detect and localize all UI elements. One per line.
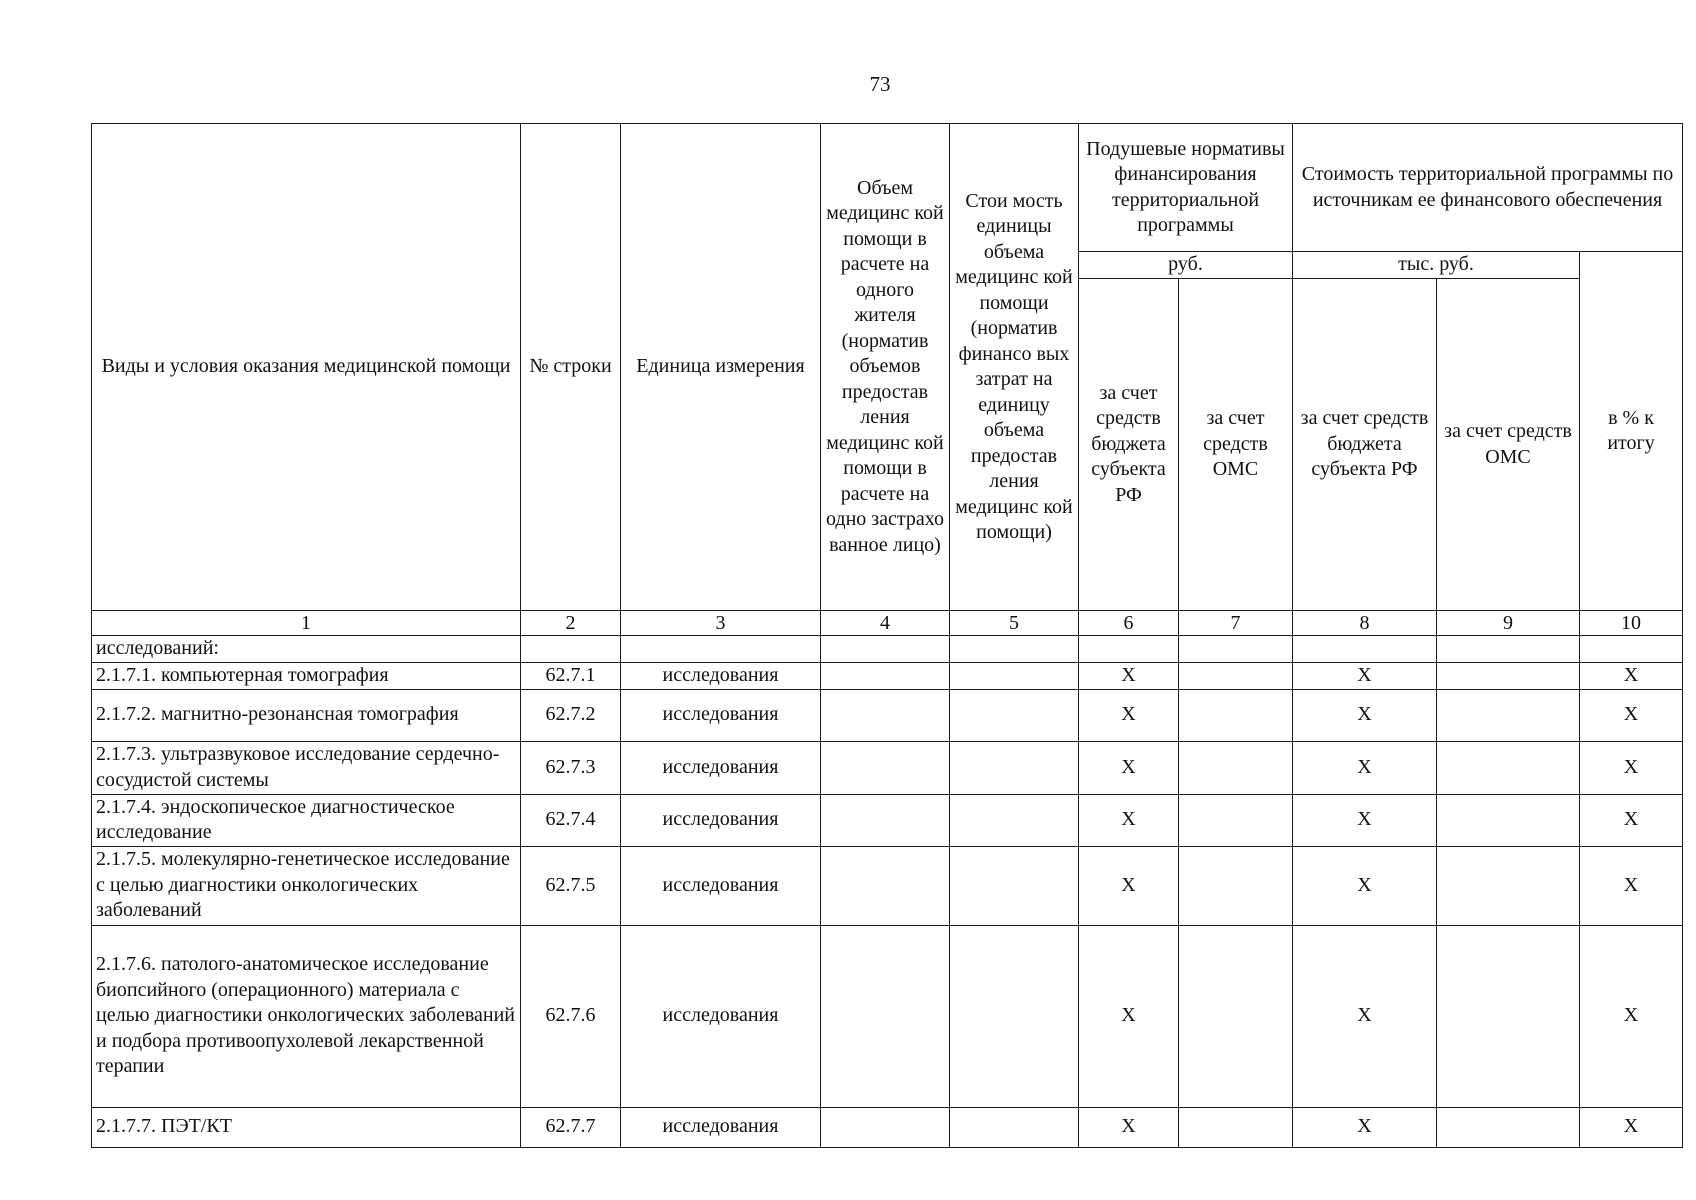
header-budget-per-capita: за счет средств бюджета субъекта РФ [1079,279,1179,611]
row-percent: X [1580,741,1683,794]
row-oms-per-capita [1179,741,1293,794]
row-oms-cost [1437,846,1580,925]
row-percent: X [1580,794,1683,846]
header-unit-thousand-rub: тыс. руб. [1293,252,1580,279]
header-oms-cost: за счет средств ОМС [1437,279,1580,611]
row-oms-per-capita [1179,662,1293,689]
row-line: 62.7.7 [521,1107,621,1147]
row-oms-cost [1437,1107,1580,1147]
row-cost [950,925,1079,1107]
row-cost [950,846,1079,925]
row-budget-cost: X [1293,794,1437,846]
header-unit: Единица измерения [621,124,821,611]
table-row [92,925,1683,1107]
row-percent: X [1580,662,1683,689]
row-oms-cost [1437,662,1580,689]
header-unit-cost: Стои мость единицы объема медицинс кой помощи (норматив финансо вых затрат на единицу объема предостав ления медицинс кой помощи) [950,124,1079,611]
row-budget-per-capita: X [1079,741,1179,794]
row-volume [821,662,950,689]
row-volume [821,741,950,794]
row-oms-cost [1437,689,1580,741]
row-oms-per-capita [1179,925,1293,1107]
row-unit [621,636,821,663]
row-percent: X [1580,925,1683,1107]
header-budget-cost: за счет средств бюджета субъекта РФ [1293,279,1437,611]
row-cost [950,689,1079,741]
row-line: 62.7.4 [521,794,621,846]
row-oms-per-capita [1179,636,1293,663]
column-number-row [92,611,1683,636]
row-budget-per-capita: X [1079,925,1179,1107]
table-row [92,741,1683,794]
table-row [92,662,1683,689]
row-budget-cost: X [1293,689,1437,741]
header-oms-per-capita: за счет средств ОМС [1179,279,1293,611]
row-line [521,636,621,663]
column-number: 2 [521,611,621,636]
row-cost [950,1107,1079,1147]
row-line: 62.7.1 [521,662,621,689]
row-name: 2.1.7.1. компьютерная томография [92,662,521,689]
header-volume-norm: Объем медицинс кой помощи в расчете на одного жителя (норматив объемов предостав ления медицинс кой помощи в расчете на одно застрахо ванное лицо) [821,124,950,611]
row-name: 2.1.7.3. ультразвуковое исследование сердечно-сосудистой системы [92,741,521,794]
row-volume [821,1107,950,1147]
row-cost [950,794,1079,846]
row-unit: исследования [621,925,821,1107]
table-row [92,846,1683,925]
row-oms-cost [1437,925,1580,1107]
row-oms-per-capita [1179,846,1293,925]
row-line: 62.7.5 [521,846,621,925]
column-number: 1 [92,611,521,636]
row-name: 2.1.7.2. магнитно-резонансная томография [92,689,521,741]
row-volume [821,925,950,1107]
row-budget-cost: X [1293,846,1437,925]
page-number: 73 [869,72,891,96]
row-volume [821,794,950,846]
column-number: 7 [1179,611,1293,636]
row-name: 2.1.7.6. патолого-анатомическое исследование биопсийного (операционного) материала с целью диагностики онкологических заболеваний и подбора противоопухолевой лекарственной терапии [92,925,521,1107]
row-unit: исследования [621,662,821,689]
row-name: 2.1.7.7. ПЭТ/КТ [92,1107,521,1147]
column-number: 6 [1079,611,1179,636]
funding-table [91,123,1683,1148]
column-number: 4 [821,611,950,636]
row-oms-cost [1437,794,1580,846]
column-number: 5 [950,611,1079,636]
column-number: 10 [1580,611,1683,636]
row-unit: исследования [621,741,821,794]
row-volume [821,636,950,663]
column-number: 8 [1293,611,1437,636]
header-program-cost-group: Стоимость территориальной программы по источникам ее финансового обеспечения [1293,124,1683,252]
column-number: 3 [621,611,821,636]
row-line: 62.7.6 [521,925,621,1107]
row-name: 2.1.7.5. молекулярно-генетическое исследование с целью диагностики онкологических заболеваний [92,846,521,925]
table-row [92,636,1683,663]
row-cost [950,662,1079,689]
row-name: исследований: [92,636,521,663]
row-budget-cost: X [1293,741,1437,794]
row-oms-per-capita [1179,794,1293,846]
header-unit-rub: руб. [1079,252,1293,279]
table-row [92,1107,1683,1147]
header-per-capita-group: Подушевые нормативы финансирования территориальной программы [1079,124,1293,252]
row-budget-cost: X [1293,1107,1437,1147]
row-line: 62.7.3 [521,741,621,794]
row-cost [950,741,1079,794]
row-volume [821,689,950,741]
row-budget-per-capita: X [1079,794,1179,846]
table-row [92,794,1683,846]
row-cost [950,636,1079,663]
row-volume [821,846,950,925]
row-budget-per-capita: X [1079,662,1179,689]
row-budget-cost: X [1293,925,1437,1107]
row-oms-per-capita [1179,1107,1293,1147]
row-unit: исследования [621,794,821,846]
row-percent: X [1580,846,1683,925]
header-care-types: Виды и условия оказания медицинской помощи [92,124,521,611]
row-budget-per-capita [1079,636,1179,663]
row-budget-per-capita: X [1079,846,1179,925]
row-unit: исследования [621,1107,821,1147]
row-oms-cost [1437,636,1580,663]
row-budget-per-capita: X [1079,1107,1179,1147]
table-row [92,689,1683,741]
row-percent [1580,636,1683,663]
row-oms-per-capita [1179,689,1293,741]
row-unit: исследования [621,846,821,925]
row-budget-cost: X [1293,662,1437,689]
header-line-number: № строки [521,124,621,611]
header-percent-total: в % к итогу [1580,252,1683,611]
column-number: 9 [1437,611,1580,636]
row-budget-cost [1293,636,1437,663]
row-line: 62.7.2 [521,689,621,741]
row-oms-cost [1437,741,1580,794]
row-name: 2.1.7.4. эндоскопическое диагностическое исследование [92,794,521,846]
row-unit: исследования [621,689,821,741]
row-percent: X [1580,1107,1683,1147]
row-percent: X [1580,689,1683,741]
row-budget-per-capita: X [1079,689,1179,741]
